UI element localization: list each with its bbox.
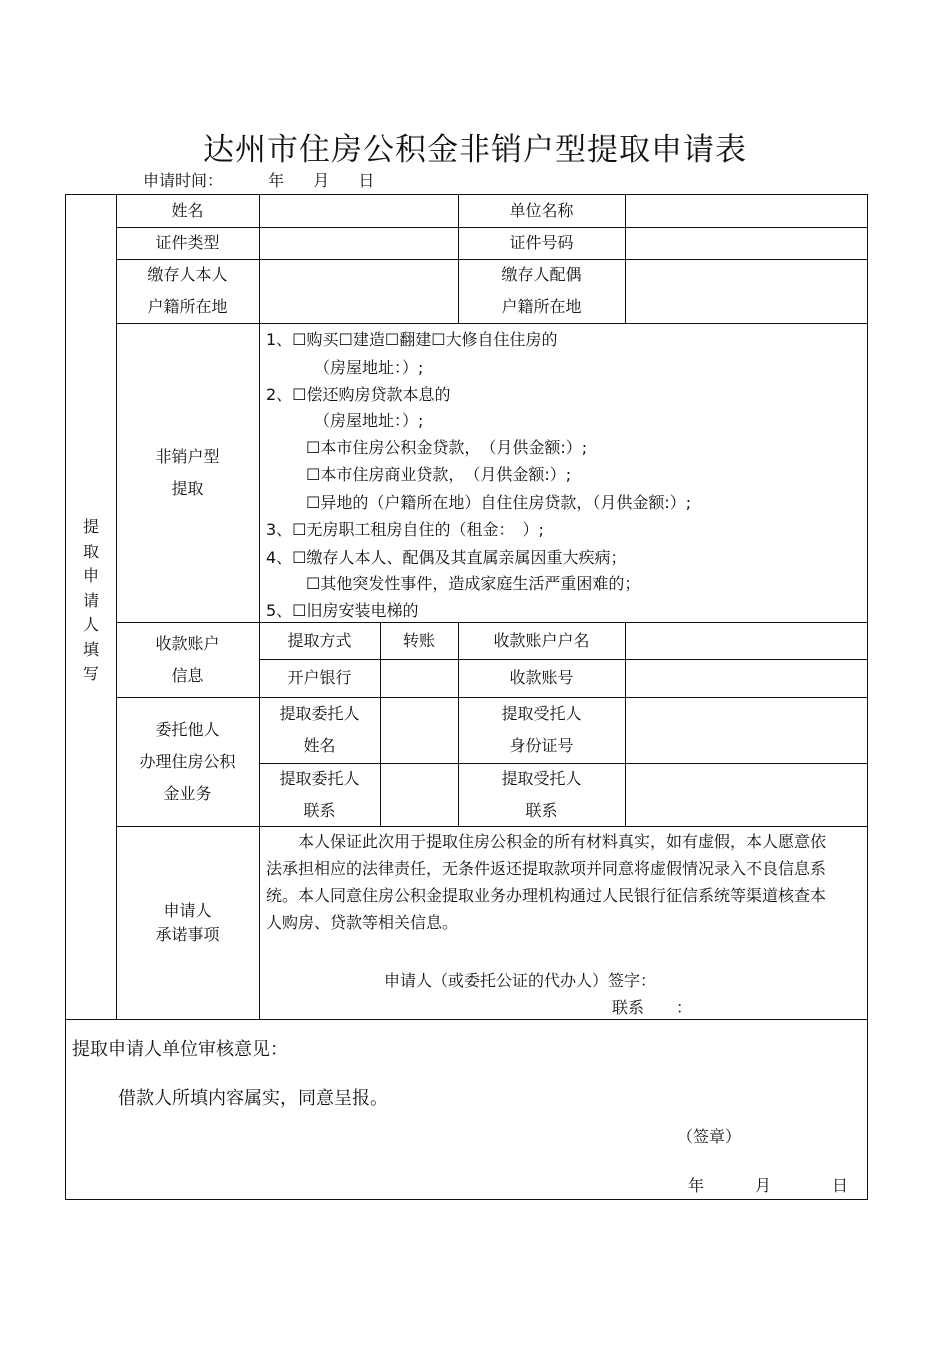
spouse-household-line: 缴存人配偶	[501, 265, 582, 284]
account-number-label-text: 收款账号	[509, 668, 574, 687]
option-address: （房屋地址：）;	[314, 411, 424, 430]
side-char: 取	[82, 541, 99, 561]
contact-label: 联系 ：	[612, 998, 693, 1017]
agent-id-field[interactable]	[626, 698, 867, 763]
employer-review-heading: 提取申请人单位审核意见：	[72, 1039, 288, 1060]
method-label-text: 提取方式	[287, 630, 352, 650]
entrust-line: 金业务	[163, 783, 212, 803]
withdrawal-type-line: 提取	[171, 478, 204, 498]
pledge-label-line: 承诺事项	[155, 924, 220, 944]
bank-label	[259, 659, 380, 697]
option-local-fund-loan[interactable]: ☐本市住房公积金贷款， （月供金额:）;	[306, 438, 588, 457]
own-household-field[interactable]	[260, 260, 458, 323]
agent-id-line: 身份证号	[509, 736, 574, 755]
form-title: 达州市住房公积金非销户型提取申请表	[203, 132, 747, 168]
employer-name-label	[458, 194, 625, 227]
agent-contact-line: 联系	[525, 800, 558, 820]
side-char: 提	[82, 517, 99, 536]
agent-contact-label	[458, 763, 625, 826]
signature-label: 申请人（或委托公证的代办人）签字：	[384, 971, 657, 990]
side-char: 填	[82, 639, 99, 659]
account-holder-label-text: 收款账户户名	[493, 630, 590, 650]
side-char: 写	[82, 664, 99, 683]
agent-id-line: 提取受托人	[501, 704, 582, 723]
seal-label: （签章）	[677, 1127, 742, 1146]
pledge-label-line: 申请人	[163, 900, 212, 920]
employer-name-label-text: 单位名称	[509, 200, 574, 220]
option-purchase[interactable]: 1、☐购买☐建造☐翻建☐大修自住住房的	[266, 330, 558, 349]
account-number-label	[458, 659, 625, 697]
option-elevator[interactable]: 5、☐旧房安装电梯的	[266, 601, 419, 620]
applicant-fill-label	[66, 515, 116, 687]
employer-review-opinion: 借款人所填内容属实，同意呈报。	[118, 1088, 388, 1109]
account-info-line: 收款账户	[155, 633, 220, 653]
method-label	[259, 622, 380, 659]
bank-label-text: 开户银行	[287, 668, 352, 687]
method-value	[380, 622, 458, 659]
entrust-line: 办理住房公积	[139, 751, 236, 771]
side-char: 申	[82, 566, 99, 585]
application-date	[143, 168, 374, 191]
withdrawal-type-label	[116, 323, 259, 622]
id-type-label	[116, 227, 259, 259]
review-year: 年	[688, 1176, 705, 1195]
option-address: （房屋地址：）;	[314, 358, 424, 377]
entrust-line: 委托他人	[155, 719, 220, 739]
review-month: 月	[755, 1176, 772, 1195]
id-type-label-text: 证件类型	[155, 233, 220, 252]
date-month: 月	[313, 171, 330, 190]
option-remote-loan[interactable]: ☐异地的（户籍所在地）自住住房贷款，（月供金额:）;	[306, 493, 692, 512]
principal-name-label	[259, 697, 380, 763]
date-day: 日	[358, 171, 375, 190]
review-day: 日	[832, 1176, 849, 1195]
option-renting[interactable]: 3、☐无房职工租房自住的（租金： ）;	[266, 520, 544, 539]
pledge-text	[266, 828, 826, 936]
principal-contact-line: 联系	[303, 800, 336, 820]
own-household-line: 缴存人本人	[147, 265, 228, 284]
withdrawal-type-line: 非销户型	[155, 446, 220, 466]
spouse-household-field[interactable]	[626, 260, 867, 323]
date-year: 年	[268, 171, 285, 190]
name-label	[116, 194, 259, 227]
account-info-label	[116, 622, 259, 697]
own-household-line: 户籍所在地	[147, 297, 228, 316]
name-field[interactable]	[260, 195, 458, 227]
account-info-line: 信息	[171, 665, 204, 685]
bank-field[interactable]	[381, 660, 458, 697]
id-type-field[interactable]	[260, 228, 458, 259]
option-local-commercial-loan[interactable]: ☐本市住房商业贷款， （月供金额:）;	[306, 465, 572, 484]
agent-contact-line: 提取受托人	[501, 768, 582, 788]
account-number-field[interactable]	[626, 660, 867, 697]
agent-contact-field[interactable]	[626, 764, 867, 826]
option-repay-loan[interactable]: 2、☐偿还购房贷款本息的	[266, 385, 451, 404]
pledge-label	[116, 826, 259, 1019]
principal-contact-label	[259, 763, 380, 826]
principal-name-field[interactable]	[381, 698, 458, 763]
side-char: 人	[82, 615, 99, 634]
id-number-field[interactable]	[626, 228, 867, 259]
id-number-label	[458, 227, 625, 259]
principal-contact-field[interactable]	[381, 764, 458, 826]
account-holder-label	[458, 622, 625, 659]
method-value-text: 转账	[402, 630, 435, 650]
principal-contact-line: 提取委托人	[279, 768, 360, 788]
date-label: 申请时间：	[143, 171, 224, 190]
entrust-label	[116, 697, 259, 826]
agent-id-label	[458, 697, 625, 763]
name-label-text: 姓名	[171, 200, 204, 220]
option-emergency[interactable]: ☐其他突发性事件，造成家庭生活严重困难的；	[306, 574, 641, 593]
account-holder-field[interactable]	[626, 623, 867, 659]
spouse-household-line: 户籍所在地	[501, 297, 582, 316]
employer-name-field[interactable]	[626, 195, 867, 227]
spouse-household-label	[458, 259, 625, 323]
pledge-text-body: 本人保证此次用于提取住房公积金的所有材料真实，如有虚假，本人愿意依法承担相应的法律责任，无条件返还提取款项并同意将虚假情况录入不良信息系统。本人同意住房公积金提取业务办理机构通过人民银行征信系统等渠道核查本人购房、贷款等相关信息。	[266, 832, 827, 932]
id-number-label-text: 证件号码	[509, 233, 574, 252]
option-illness[interactable]: 4、☐缴存人本人、配偶及其直属亲属因重大疾病；	[266, 548, 627, 567]
own-household-label	[116, 259, 259, 323]
side-char: 请	[82, 590, 99, 610]
principal-name-line: 姓名	[303, 736, 336, 755]
principal-name-line: 提取委托人	[279, 704, 360, 723]
